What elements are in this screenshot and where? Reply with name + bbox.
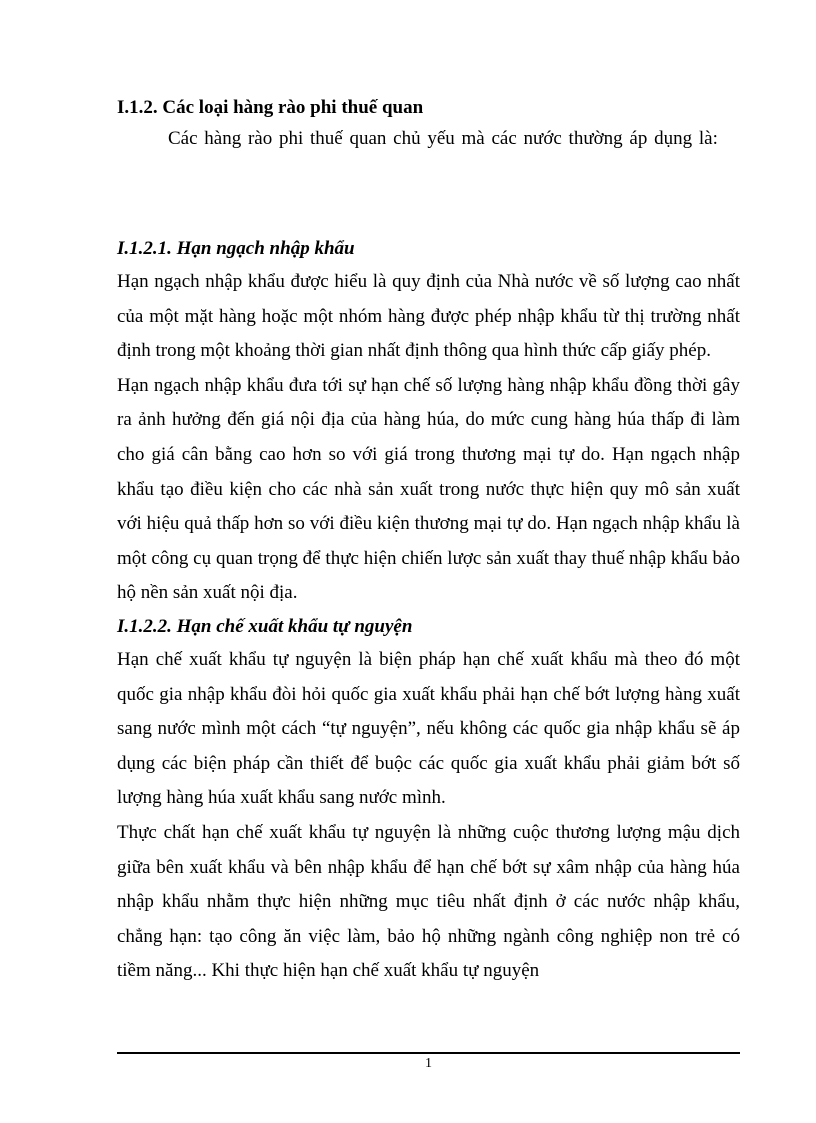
footer-divider	[117, 1052, 740, 1054]
subsection-heading-import-quota: I.1.2.1. Hạn ngạch nhập khẩu	[117, 238, 355, 259]
section-heading: I.1.2. Các loại hàng rào phi thuế quan	[117, 97, 424, 118]
paragraph-ver-definition: Hạn chế xuất khẩu tự nguyện là biện pháp hạn chế xuất khẩu mà theo đó một quốc gia nhập khẩu đòi hỏi quốc gia xuất khẩu phải hạn chế bớt lượng hàng xuất sang nước mình một cách “tự nguyện”, nếu không các quốc gia nhập khẩu sẽ áp dụng các biện pháp cần thiết để buộc các quốc gia xuất khẩu phải giảm bớt số lượng hàng húa xuất khẩu sang nước mình.	[117, 648, 740, 809]
document-page	[117, 96, 740, 989]
paragraph-import-quota-definition: Hạn ngạch nhập khẩu được hiểu là quy định của Nhà nước về số lượng cao nhất của một mặt hàng hoặc một nhóm hàng được phép nhập khẩu từ thị trường nhất định trong một khoảng thời gian nhất định thông qua hình thức cấp giấy phép.	[117, 271, 740, 362]
paragraph-import-quota-effects: Hạn ngạch nhập khẩu đưa tới sự hạn chế số lượng hàng nhập khẩu đồng thời gây ra ảnh hưởng đến giá nội địa của hàng húa, do mức cung hàng húa thấp đi làm cho giá cân bằng cao hơn so với giá trong thương mại tự do. Hạn ngạch nhập khẩu tạo điều kiện cho các nhà sản xuất trong nước thực hiện quy mô sản xuất với hiệu quả thấp hơn so với điều kiện thương mại tự do. Hạn ngạch nhập khẩu là một công cụ quan trọng để thực hiện chiến lược sản xuất thay thuế nhập khẩu bảo hộ nền sản xuất nội địa.	[117, 374, 740, 604]
paragraph-ver-essence: Thực chất hạn chế xuất khẩu tự nguyện là những cuộc thương lượng mậu dịch giữa bên xuất khẩu và bên nhập khẩu để hạn chế bớt sự xâm nhập của hàng húa nhập khẩu nhằm thực hiện những mục tiêu nhất định ở các nước nhập khẩu, chẳng hạn: tạo công ăn việc làm, bảo hộ những ngành công nghiệp non trẻ có tiềm năng... Khi thực hiện hạn chế xuất khẩu tự nguyện	[117, 821, 740, 982]
page-number: 1	[425, 1056, 432, 1071]
subsection-heading-voluntary-export-restraint: I.1.2.2. Hạn chế xuất khẩu tự nguyện	[117, 615, 413, 637]
section-intro: Các hàng rào phi thuế quan chủ yếu mà các nước thường áp dụng là:	[168, 128, 718, 149]
